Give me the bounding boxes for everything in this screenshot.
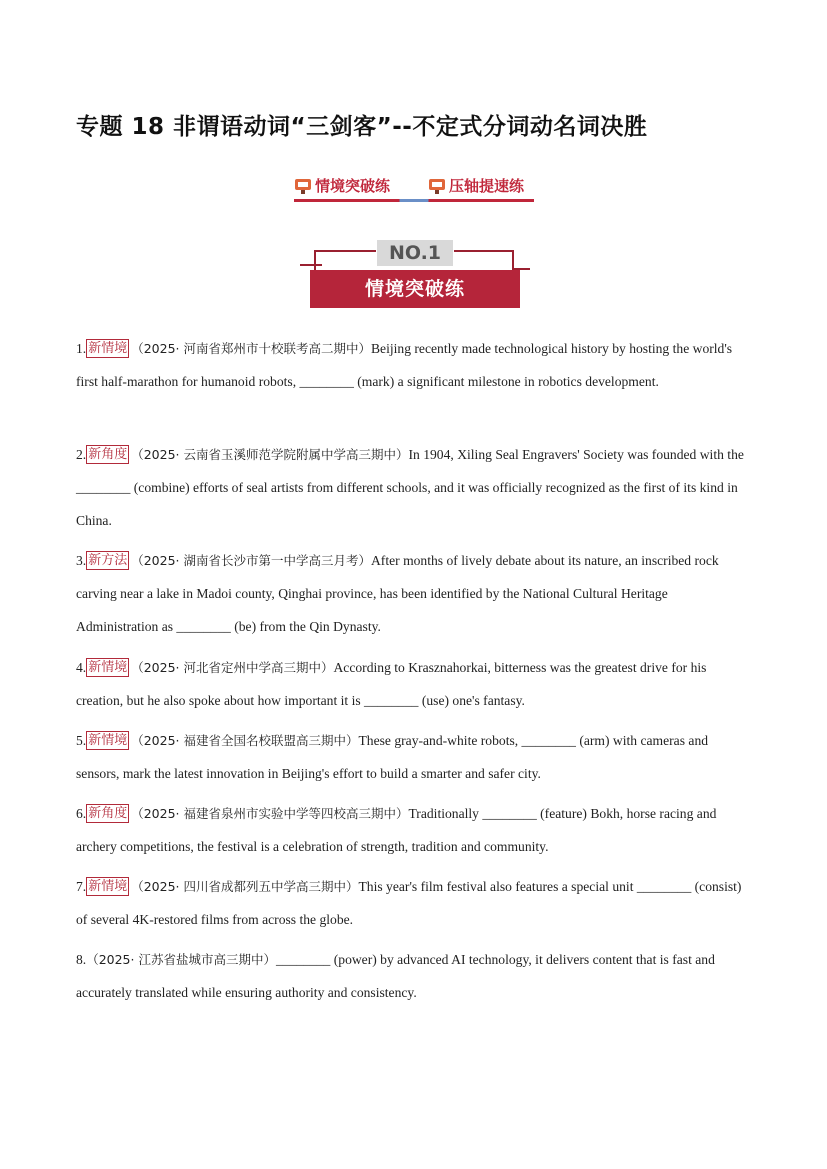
question-item: [76, 332, 744, 398]
question-source: （2025· 福建省全国名校联盟高三期中）: [131, 733, 359, 748]
question-tag: 新情境: [88, 341, 128, 356]
question-tag: 新情境: [88, 879, 128, 894]
question-source: （2025· 四川省成都列五中学高三期中）: [131, 879, 359, 894]
question-number: 5.: [76, 733, 87, 748]
nav-label: 压轴提速练: [449, 177, 525, 195]
section-heading: 情境突破练: [310, 270, 520, 308]
question-text: Beijing recently made technological history by hosting the world's first half-marathon for humanoid robots, ________ (mark) a significant milestone in robotics development.: [76, 341, 733, 389]
question-text: Traditionally ________ (feature) Bokh, horse racing and archery competitions, the festival is a celebration of strength, tradition and community.: [76, 806, 717, 854]
question-number: 8.: [76, 952, 87, 967]
question-text: This year's film festival also features a special unit ________ (consist) of several 4K-restored films from across the globe.: [76, 879, 742, 927]
question-text: In 1904, Xiling Seal Engravers' Society was founded with the ________ (combine) efforts of seal artists from different schools, and it was officially recognized as the first of its kind in China.: [76, 447, 744, 528]
nav-underline: [294, 199, 534, 202]
question-number: 3.: [76, 553, 87, 568]
question-item: [76, 724, 744, 790]
question-tag: 新方法: [88, 553, 128, 568]
question-item: [76, 438, 744, 537]
question-number: 1.: [76, 341, 87, 356]
question-source: （2025· 江苏省盐城市高三期中）: [86, 952, 276, 967]
question-tag: 新情境: [88, 660, 128, 675]
question-text: ________ (power) by advanced AI technology, it delivers content that is fast and accurately translated while ensuring authority and consistency.: [76, 952, 715, 1000]
book-icon: [428, 177, 446, 195]
nav-link-final-speed-practice[interactable]: [428, 175, 524, 196]
nav-link-situation-practice[interactable]: [294, 175, 390, 196]
page-title: 专题 18 非谓语动词“三剑客”--不定式分词动名词决胜: [76, 114, 648, 140]
question-source: （2025· 云南省玉溪师范学院附属中学高三期中）: [131, 447, 409, 462]
question-source: （2025· 河南省郑州市十校联考高二期中）: [131, 341, 371, 356]
nav-label: 情境突破练: [315, 177, 391, 195]
banner-divider: [314, 250, 316, 272]
book-icon: [294, 177, 312, 195]
question-item: [76, 651, 744, 717]
question-item: [76, 544, 744, 643]
question-number: 2.: [76, 447, 87, 462]
banner-divider: [300, 264, 322, 266]
question-item: [76, 870, 744, 936]
section-number: NO.1: [377, 240, 453, 266]
question-tag: 新角度: [88, 447, 128, 462]
question-number: 4.: [76, 660, 87, 675]
question-text: These gray-and-white robots, ________ (arm) with cameras and sensors, mark the latest innovation in Beijing's effort to build a smarter and safer city.: [76, 733, 709, 781]
question-tag: 新角度: [88, 806, 128, 821]
section-banner: [300, 238, 532, 314]
question-number: 6.: [76, 806, 87, 821]
question-text: According to Krasznahorkai, bitterness was the greatest drive for his creation, but he also spoke about how important it is ________ (use) one's fantasy.: [76, 660, 707, 708]
question-item: [76, 943, 744, 1009]
question-tag: 新情境: [88, 733, 128, 748]
banner-divider: [454, 250, 514, 252]
question-number: 7.: [76, 879, 87, 894]
section-nav: [294, 175, 534, 203]
banner-divider: [314, 250, 376, 252]
question-source: （2025· 福建省泉州市实验中学等四校高三期中）: [131, 806, 409, 821]
question-item: [76, 797, 744, 863]
question-text: After months of lively debate about its nature, an inscribed rock carving near a lake in Madoi county, Qinghai province, has been identified by the National Cultural Heritage Administration as ________ (be) from the Qin Dynasty.: [76, 553, 719, 634]
question-source: （2025· 河北省定州中学高三期中）: [131, 660, 334, 675]
question-source: （2025· 湖南省长沙市第一中学高三月考）: [131, 553, 371, 568]
